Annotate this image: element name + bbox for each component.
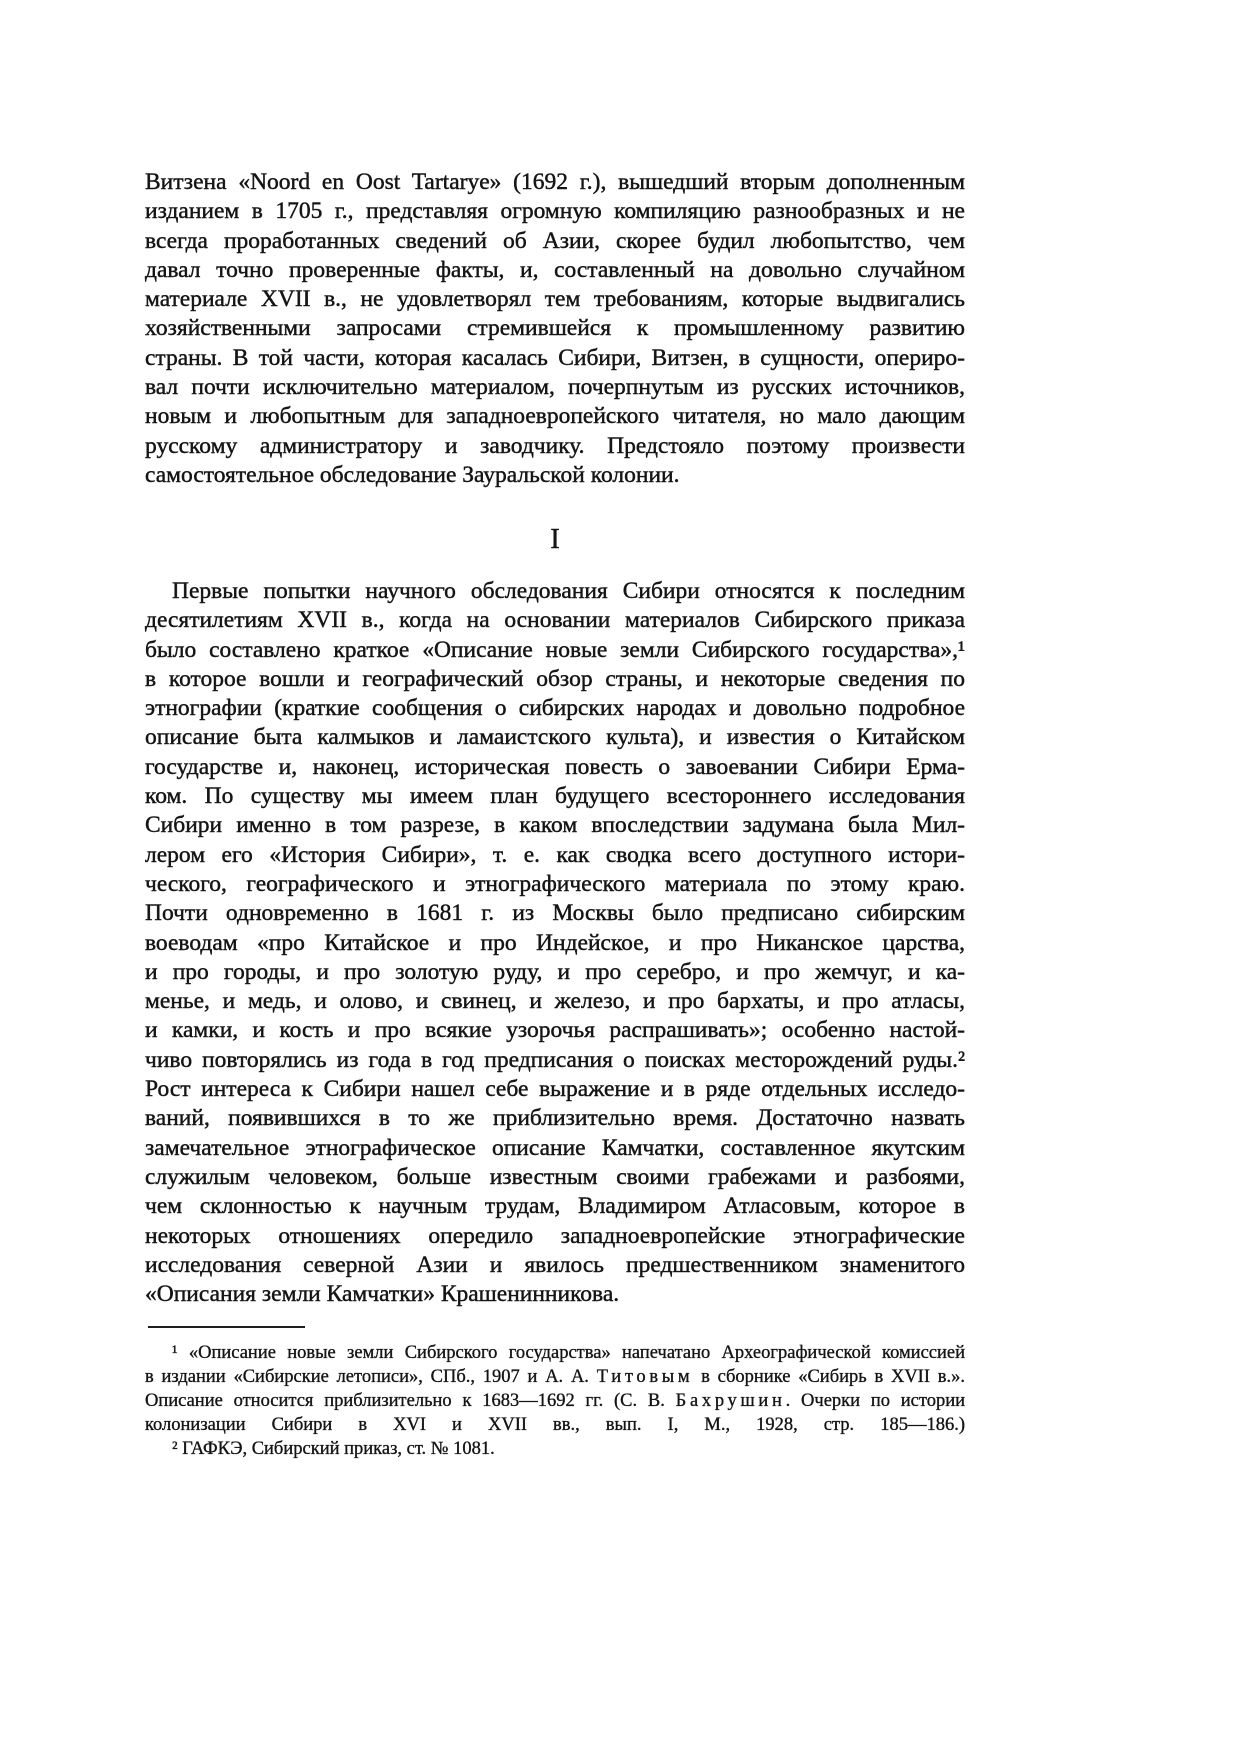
text-line: русскому администратору и заводчику. Предстояло поэтому произвести [145, 432, 965, 459]
text-line: самостоятельное обследование Зауральской колонии. [145, 461, 680, 488]
footnote-1-line [145, 1365, 965, 1389]
text-line: было составлено краткое «Описание новые земли Сибирского государства»,¹ [145, 636, 965, 663]
text-line: служилым человеком, больше известным своими грабежами и разбоями, [145, 1163, 965, 1190]
footnote-text: колонизации Сибири в XVI и XVII вв., вып. I, М., 1928, стр. 185—186.) [145, 1415, 965, 1435]
text-line: новым и любопытным для западноевропейского читателя, но мало дающим [145, 403, 965, 430]
text-line: Первые попытки научного обследования Сибири относятся к последним [172, 578, 965, 604]
text-line: чем склонностью к научным трудам, Владимиром Атласовым, которое в [145, 1193, 965, 1220]
text-line: вал почти исключительно материалом, почерпнутым из русских источников, [145, 374, 965, 401]
text-line: материале XVII в., не удовлетворял тем требованиям, которые выдвигались [145, 286, 965, 313]
text-line: государстве и, наконец, историческая повесть о завоевании Сибири Ерма- [145, 753, 965, 780]
text-line: давал точно проверенные факты, и, составленный на довольно случайном [145, 256, 965, 283]
footnote-1-line [145, 1413, 965, 1437]
text-line: описание быта калмыков и ламаистского культа), и известия о Китайском [145, 724, 965, 751]
footnote-2-line [145, 1437, 965, 1461]
text-line: некоторых отношениях опередило западноевропейские этнографические [145, 1222, 965, 1249]
footnote-text: «Описание новые земли Сибирского государства» напечатано Археографической комиссией [188, 1343, 966, 1363]
text-line: ческого, географического и этнографического материала по этому краю. [145, 870, 965, 897]
footnote-name-spaced: Бахрушин [675, 1391, 786, 1411]
section-heading: I [550, 524, 560, 555]
footnote-1-line [145, 1389, 965, 1413]
text-line: «Описания земли Камчатки» Крашенинникова. [145, 1281, 620, 1308]
text-line: и про городы, и про золотую руду, и про серебро, и про жемчуг, и ка- [145, 958, 965, 985]
text-line: ком. По существу мы имеем план будущего всестороннего исследования [145, 783, 965, 810]
text-line: Сибири именно в том разрезе, в каком впоследствии задумана была Мил- [145, 812, 965, 839]
footnote-text: Описание относится приблизительно к 1683—1692 гг. (С. В. [145, 1391, 665, 1411]
text-line: Витзена «Noord en Oost Tartarye» (1692 г.), вышедший вторым дополненным [145, 169, 965, 195]
text-line: менье, и медь, и олово, и свинец, и железо, и про бархаты, и про атласы, [145, 988, 965, 1015]
text-line: чиво повторялись из года в год предписания о поисках месторождений руды.² [145, 1046, 965, 1073]
footnote-name-spaced: Титовым [596, 1367, 694, 1387]
footnote-text: в сборнике «Сибирь в XVII в.». [701, 1367, 966, 1387]
text-line: десятилетиям XVII в., когда на основании материалов Сибирского приказа [145, 607, 965, 634]
text-line: хозяйственными запросами стремившейся к промышленному развитию [145, 315, 965, 342]
text-line: в которое вошли и географический обзор страны, и некоторые сведения по [145, 665, 965, 692]
text-line: замечательное этнографическое описание Камчатки, составленное якутским [145, 1134, 965, 1161]
text-line: Рост интереса к Сибири нашел себе выражение и в ряде отдельных исследо- [145, 1076, 965, 1103]
text-line: ваний, появившихся в то же приблизительно время. Достаточно назвать [145, 1105, 965, 1132]
footnote-text: ГАФКЭ, Сибирский приказ, ст. № 1081. [182, 1439, 495, 1459]
text-line: страны. В той части, которая касалась Сибири, Витзен, в сущности, опериро- [145, 344, 965, 371]
section-paragraph [145, 577, 965, 1309]
text-line: исследования северной Азии и явилось предшественником знаменитого [145, 1251, 965, 1278]
text-line: Почти одновременно в 1681 г. из Москвы было предписано сибирским [145, 900, 965, 927]
footnote-marker: ¹ [172, 1343, 178, 1363]
text-line: всегда проработанных сведений об Азии, скорее будил любопытство, чем [145, 227, 965, 254]
text-line: лером его «История Сибири», т. е. как сводка всего доступного истори- [145, 841, 965, 868]
footnote-1-line [145, 1341, 965, 1365]
continuation-paragraph [145, 168, 965, 490]
footnote-text: в издании «Сибирские летописи», СПб., 1907 и А. А. [145, 1367, 589, 1387]
text-line: воеводам «про Китайское и про Индейское, и про Никанское царства, [145, 929, 965, 956]
footnotes [145, 1341, 965, 1461]
text-line: этнографии (краткие сообщения о сибирских народах и довольно подробное [145, 695, 965, 722]
text-line: и камки, и кость и про всякие узорочья распрашивать»; особенно настой- [145, 1017, 965, 1044]
footnote-separator [148, 1326, 305, 1328]
footnote-marker: ² [172, 1439, 178, 1459]
footnote-text: . Очерки по истории [785, 1391, 966, 1411]
text-line: изданием в 1705 г., представляя огромную компиляцию разнообразных и не [145, 198, 965, 225]
